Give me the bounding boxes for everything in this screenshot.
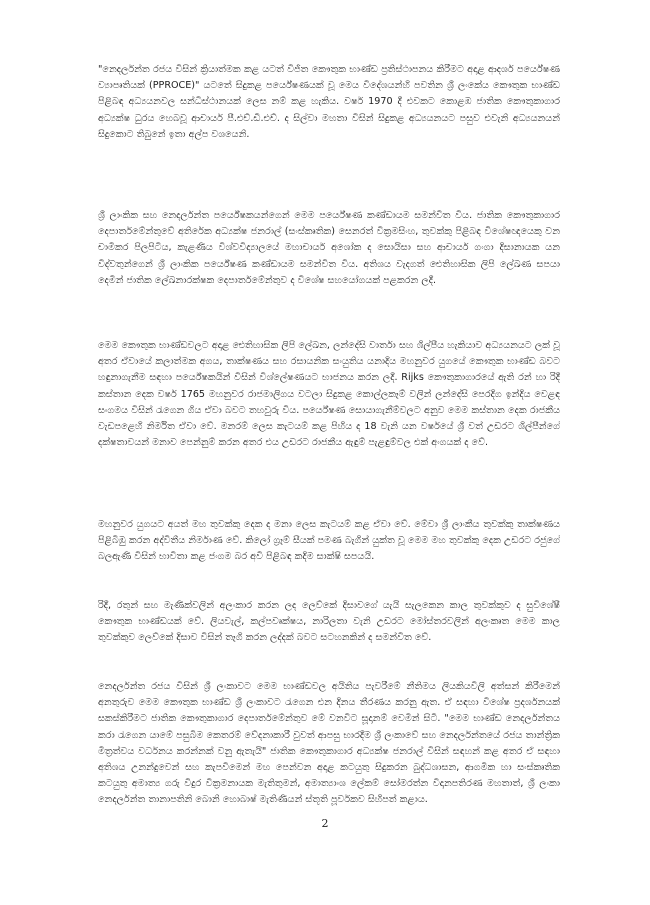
paragraph-artifact-analysis: මෙම කෞතුක භාණ්ඩවලට අදාළ ඓතිහාසික ලිපි ලේඛන, ලන්දේසි වාර්තා සහ ශිල්පීය හැකියාව අධ්‍යයනයට ලක් වූ අතර ඒවායේ කලාත්මක අගය, තාක්ෂණය සහ රසායනික සංයුතිය යනාදිය මහනුවර යුගයේ කෞතුක භාණ්ඩ බවට හඳුනාගැනීම සඳහා පර්යේෂකයින් විසින් විශ්ලේෂණයට භාජනය කරන ලදී. Rijks කෞතුකාගාරයේ ඇති රන් හා රිදී කස්තාන දෙක වර්ෂ 1765 මහනුවර රාජමාලිගය වටලා සිදුකළ කොල්ලකෑම් වලින් ලන්දේසි පෙරදිග ඉන්දිය වෙළඳ සංගමය විසින් රැගෙන ගිය ඒවා බවට තහවුරු විය. පර්යේෂණ සොයාගැනීම්වලට අනුව මෙම කස්තාන දෙක රාජකීය වැඩපළෙහි නිර්මිත ඒවා වේ. මනරම් ලෙස කැටයම් කළ පිහිය ද 18 වැනි යන වර්ෂයේ ශ්‍රී වත් උඩරට ශිල්පීන්ගේ දක්ෂතාවයන් මනාව පෙන්නුම් කරන අතර එය උඩරට රාජකීය ඇඳුම් පැළඳුම්වල එක් අංගයක් ද වේ. xyxy=(98,340,560,449)
paragraph-leuke-gun: රිදී, රතුන් සහ මැණික්වලින් අලංකාර කරන ලද ලෙව්කේ දිසාවගේ යැයි සැලකෙන කාල තුවක්කුව ද සුවිශේෂී කෞතුක භාණ්ඩයක් වේ. ලියවැල්, කල්පවෘක්ෂය, නාරිලතා වැනි උඩරට මෝස්තරවලින් අලංකෘත මෙම කාල තුවක්කුව ලෙව්කේ දිසාව විසින් තෑගි කරන ලද්දක් බවට සටහනකින් ද සමන්විත වේ. xyxy=(98,600,560,644)
paragraph-pproce-project: "නෙදර්ලන්ත රජය විසින් ක්‍රියාත්මක කළ යටත් විජිත කෞතුක භාණ්ඩ ප්‍රතිස්ථාපනය කිරීමට අදාළ ආදර්ශ පර්යේෂණ ව්‍යාපෘතියක් (PPROCE)" යටතේ සිදුකළ පර්යේෂණයක් වූ මෙය විදේශයන්හි පවතින ශ්‍රී ලංකේය කෞතුක භාණ්ඩ පිළිබඳ අධ්‍යයනවල සන්ධිස්ථානයක් ලෙස නම් කළ හැකිය. වර්ෂ 1970 දී එවකට කොළඹ ජාතික කෞතුකාගාර අධ්‍යක්ෂ ධුරය හෙබවූ ආචාර්ය පී.එච්.ඩී.එච්. ද සිල්වා මහතා විසින් සිදුකළ අධ්‍යයනයට පසුව එවැනි අධ්‍යයනයන් සිදුකොට තිබුනේ ඉතා අල්ප වශයෙනි. xyxy=(98,64,560,140)
page-number: 2 xyxy=(321,817,329,830)
paragraph-repatriation: නෙදර්ලන්ත රජය විසින් ශ්‍රී ලංකාවට මෙම භාණ්ඩවල අයිතිය පැවරීමේ නීතිමය ලියකියවිලි අත්සන් කිරීමෙන් අනතුරුව මෙම කෞතුක භාණ්ඩ ශ්‍රී ලංකාවට රැගෙන එන දිනය තීරණය කරනු ඇත. ඒ සඳහා විශේෂ ප්‍රදර්ශනයක් සකස්කිරීමට ජාතික කෞතුකාගාර දෙපාර්තමේන්තුව මේ වනවිට සූදානම් වෙමින් සිටී. "මෙම භාණ්ඩ නෙදර්ලන්තය කරා රැගෙන යාමේ පසුබිම කෙතරම් වේදනාකාරී වුවත් ආපසු භාරදීම ශ්‍රී ලංකාවේ සහ නෙදර්ලන්තයේ රජය තාන්ත්‍රික මිත්‍රත්වය වර්ධනය කරන්නක් වනු ඇතැයි" ජාතික කෞතුකාගාර අධ්‍යක්ෂ ජනරාල් විසින් සඳහන් කළ අතර ඒ සඳහා අතිශය උනන්දුවෙන් සහ කැපවීමෙන් මහ පෙන්වන අදාළ කටයුතු සිදුකරන බුද්ධශාසන, ආගමික හා සංස්කෘතික කටයුතු අමාත්‍ය ගරු විදුර වික්‍රමනායක මැතිතුමන්, අමාත්‍යාංශ ලේකම් සෝමරත්න විදානපතිරණ මහතාත්, ශ්‍රී ලංකා නෙදර්ලන්ත තානාපතිනි බොනි හොබාෂ් මැතිණියන් ස්තූති පූර්වකව සිහිපත් කළාය. xyxy=(98,681,560,806)
document-body xyxy=(98,62,560,825)
paragraph-cannons: මහනුවර යුගයට අයත් මහ තුවක්කු දෙක ද මනා ලෙස කැටයම් කළ ඒවා වේ. මේවා ශ්‍රී ලාංකීය තුවක්කු තාක්ෂණය පිළිබිඹු කරන අද්විතීය නිර්මාණ වේ. කිලෝ ග්‍රෑම් සීයක් පමණ බැගින් යුක්ත වූ මෙම මහ තුවක්කු දෙක උඩරට රජුගේ බලඇණි විසින් භාවිතා කළ ජංගම බර අවි පිළිබඳ කදිම සාක්ෂි සපයයි. xyxy=(98,519,560,563)
paragraph-research-team: ශ්‍රී ලාංකික සහ නෙදර්ලන්ත පර්යේෂකයන්ගෙන් මෙම පර්යේෂණ කණ්ඩායම සමන්විත විය. ජාතික කෞතුකාගාර දෙපාර්තමේන්තුවේ අතිරේක අධ්‍යක්ෂ ජනරාල් (සංස්කෘතික) සෙනරත් වික්‍රමසිංහ, තුවක්කු පිළිබඳ විශේෂඥයෙකු වන චාමිකර පිලපිටිය, කැළණිය විශ්වවිද්‍යාලයේ මහාචාර්ය අශෝක ද සොයිසා සහ ආචාර්ය ගංගා දිසානායක යන විද්වතුන්ගෙන් ශ්‍රී ලාංකික පර්යේෂණ කණ්ඩායම සමන්විත විය. අතිශය වැදගත් ඓතිහාසික ලිපි ලේඛණ සපයා දෙමින් ජාතික ලේඛනාරක්ෂක දෙපාර්තමේන්තුව ද විශේෂ සහයෝගයක් පළකරන ලදී. xyxy=(98,210,560,286)
